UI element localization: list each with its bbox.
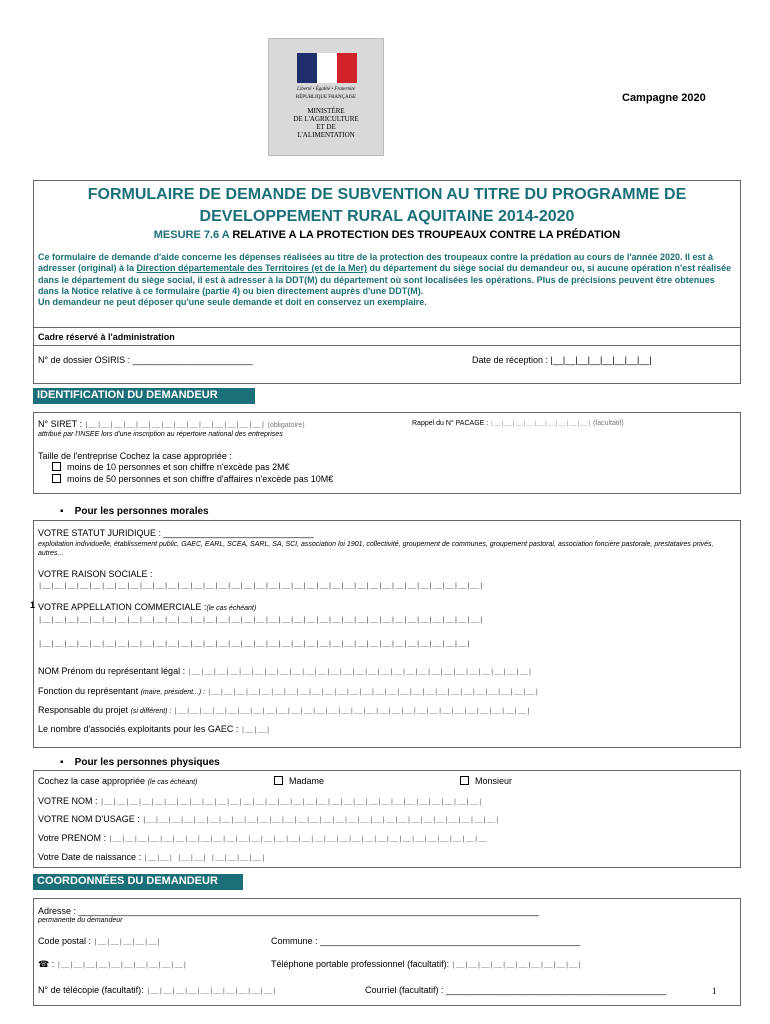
- morales-heading-text: Pour les personnes morales: [74, 506, 209, 517]
- intro-part2: du département du siège social du demandeur ou, si aucune opération n'est réalisée dans le département du siège social, il est à adresser à la DDT(M) du département où sont localisées les opérations. Plus de précisions peuvent être obtenues dans la Notice relative à ce formulaire (partie 4) ou bien directement auprès d'une DDT(M).: [38, 263, 732, 296]
- intro-part1: Ce formulaire de demande d'aide concerne les dépenses réalisées au titre de la protection des troupeaux contre la prédation au cours de l'année 2020. Il est à adresser (original) à la: [38, 252, 714, 274]
- siret-row: [38, 419, 305, 430]
- pacage-input[interactable]: |__|__|__|__|__|__|__|__|__|: [490, 420, 591, 427]
- siret-sub: attribué par l'INSEE lors d'une inscription au répertoire national des entreprises: [38, 431, 283, 438]
- page-number: 1: [712, 986, 717, 996]
- pacage-note: (facultatif): [592, 420, 624, 427]
- appellation-note: (le cas échéant): [206, 605, 257, 612]
- pacage-row: [412, 420, 624, 427]
- representant-row: [38, 666, 532, 677]
- responsable-note: (si différent) :: [130, 708, 174, 715]
- fax-row: [38, 985, 276, 996]
- size-option-10: [52, 462, 290, 472]
- admin-label: Cadre réservé à l'administration: [38, 332, 175, 342]
- cp-row: [38, 936, 161, 947]
- civilite-note: (le cas échéant): [147, 779, 198, 786]
- pacage-label: Rappel du N° PACAGE :: [412, 420, 491, 427]
- admin-divider: [33, 327, 741, 328]
- portable-label: Téléphone portable professionnel (facultatif):: [271, 959, 452, 969]
- logo-motto: Liberté • Égalité • Fraternité: [297, 87, 355, 92]
- madame-label: Madame: [289, 776, 325, 786]
- form-subtitle: [33, 229, 741, 241]
- adresse-field[interactable]: Adresse : ____________________________________________________________________________________________: [38, 906, 540, 916]
- osiris-field[interactable]: N° de dossier OSIRIS : ________________________: [38, 355, 253, 365]
- responsable-input[interactable]: |__|__|__|__|__|__|__|__|__|__|__|__|__|__|__|__|__|__|__|__|__|__|__|__|__|__|__|__|: [173, 708, 531, 716]
- size-option-50: [52, 474, 333, 484]
- nom-input[interactable]: |__|__|__|__|__|__|__|__|__|__|__|__|__|__|__|__|__|__|__|__|__|__|__|__|__|__|__|__|__|__|: [100, 799, 483, 807]
- physiques-heading-text: Pour les personnes physiques: [74, 757, 220, 768]
- reception-date-field[interactable]: Date de réception : |__|__|__|__|__|__|__|__|: [472, 355, 652, 365]
- logo-republic: RÉPUBLIQUE FRANÇAISE: [295, 95, 357, 100]
- gaec-row: [38, 724, 270, 735]
- civilite-row: [38, 776, 197, 786]
- adresse-sub: permanente du demandeur: [38, 917, 123, 924]
- representant-input[interactable]: |__|__|__|__|__|__|__|__|__|__|__|__|__|__|__|__|__|__|__|__|__|__|__|__|__|__|__|: [187, 669, 533, 677]
- raison-label: VOTRE RAISON SOCIALE :: [38, 569, 153, 579]
- logo-ministry: MINISTÈRE DE L'AGRICULTURE ET DE L'ALIMENTATION: [293, 107, 359, 139]
- form-title-line1: FORMULAIRE DE DEMANDE DE SUBVENTION AU TITRE DU PROGRAMME DE: [87, 186, 687, 203]
- usage-row: [38, 814, 499, 825]
- statut-examples: exploitation individuelle, établissement public, GAEC, EARL, SCEA, SARL, SA, SCI, association loi 1901, collectivité, groupement de communes, groupement pastoral, association foncière pastorale, prestataires privés, autres...: [38, 541, 714, 557]
- siret-input[interactable]: |__|__|__|__|__|__|__|__|__|__|__|__|__|__|: [84, 422, 266, 430]
- marianne-flag-icon: [297, 53, 357, 83]
- fax-label: N° de télécopie (facultatif):: [38, 985, 147, 995]
- admin-divider-2: [33, 345, 741, 346]
- fonction-input[interactable]: |__|__|__|__|__|__|__|__|__|__|__|__|__|__|__|__|__|__|__|__|__|__|__|__|__|__|: [207, 689, 539, 697]
- commune-field[interactable]: Commune : ____________________________________________________: [271, 936, 581, 946]
- siret-label: N° SIRET :: [38, 419, 85, 429]
- prenom-row: [38, 833, 487, 844]
- size-10-checkbox[interactable]: [52, 462, 61, 471]
- intro-single-request: Un demandeur ne peut déposer qu'une seule demande et doit en conservez un exemplaire.: [38, 297, 427, 308]
- madame-option: [274, 776, 324, 786]
- margin-number: 1: [30, 600, 36, 610]
- fonction-row: [38, 686, 539, 697]
- statut-field[interactable]: VOTRE STATUT JURIDIQUE : ______________________________: [38, 528, 314, 538]
- appellation-input-2[interactable]: |__|__|__|__|__|__|__|__|__|__|__|__|__|__|__|__|__|__|__|__|__|__|__|__|__|__|__|__|__|__|__|__|__|__|: [38, 641, 471, 649]
- size-label: Taille de l'entreprise Cochez la case appropriée :: [38, 451, 232, 461]
- morales-heading: ▪ Pour les personnes morales: [60, 506, 209, 517]
- fonction-note: (maire, président...) :: [140, 689, 208, 696]
- tel-row: [38, 959, 187, 970]
- phone-icon: ☎ :: [38, 959, 57, 969]
- civilite-label: Cochez la case appropriée: [38, 776, 148, 786]
- courriel-field[interactable]: Courriel (facultatif) : ____________________________________________: [365, 985, 667, 995]
- portable-input[interactable]: |__|__|__|__|__|__|__|__|__|__|: [451, 962, 582, 970]
- naissance-input[interactable]: |__|__| |__|__| |__|__|__|__|: [143, 855, 266, 863]
- appellation-input-1[interactable]: |__|__|__|__|__|__|__|__|__|__|__|__|__|__|__|__|__|__|__|__|__|__|__|__|__|__|__|__|__|__|__|__|__|__|__|: [38, 617, 484, 625]
- naissance-label: Votre Date de naissance :: [38, 852, 144, 862]
- cp-input[interactable]: |__|__|__|__|__|: [93, 939, 161, 947]
- fonction-label: Fonction du représentant: [38, 686, 141, 696]
- siret-note: (obligatoire): [267, 422, 305, 429]
- monsieur-label: Monsieur: [475, 776, 513, 786]
- prenom-input[interactable]: |__|__|__|__|__|__|__|__|__|__|__|__|__|__|__|__|__|__|__|__|__|__|__|__|__|__|__|__|__|__: [108, 836, 487, 844]
- representant-label: NOM Prénom du représentant légal :: [38, 666, 188, 676]
- responsable-row: [38, 705, 530, 716]
- appellation-row: [38, 602, 256, 612]
- prenom-label: Votre PRENOM :: [38, 833, 109, 843]
- section-identification: IDENTIFICATION DU DEMANDEUR: [33, 388, 255, 404]
- form-title-line2: DEVELOPPEMENT RURAL AQUITAINE 2014-2020: [199, 208, 575, 225]
- campaign-label: Campagne 2020: [622, 92, 706, 104]
- responsable-label: Responsable du projet: [38, 705, 131, 715]
- measure-code: MESURE 7.6 A: [153, 229, 230, 241]
- gaec-label: Le nombre d'associés exploitants pour les GAEC :: [38, 724, 241, 734]
- monsieur-checkbox[interactable]: [460, 776, 469, 785]
- size-50-checkbox[interactable]: [52, 474, 61, 483]
- physiques-heading: ▪ Pour les personnes physiques: [60, 757, 220, 768]
- portable-row: [271, 959, 582, 970]
- nom-label: VOTRE NOM :: [38, 796, 101, 806]
- madame-checkbox[interactable]: [274, 776, 283, 785]
- fax-input[interactable]: |__|__|__|__|__|__|__|__|__|__|: [146, 988, 277, 996]
- size-50-label: moins de 50 personnes et son chiffre d'affaires n'excède pas 10M€: [67, 474, 334, 484]
- ministry-logo: [268, 38, 384, 156]
- nom-row: [38, 796, 482, 807]
- monsieur-option: [460, 776, 512, 786]
- usage-input[interactable]: |__|__|__|__|__|__|__|__|__|__|__|__|__|__|__|__|__|__|__|__|__|__|__|__|__|__|__|__|: [142, 817, 500, 825]
- intro-text: [38, 252, 738, 308]
- cp-label: Code postal :: [38, 936, 94, 946]
- tel-input[interactable]: |__|__|__|__|__|__|__|__|__|__|: [56, 962, 187, 970]
- size-10-label: moins de 10 personnes et son chiffre n'excède pas 2M€: [67, 462, 290, 472]
- naissance-row: [38, 852, 265, 863]
- usage-label: VOTRE NOM D'USAGE :: [38, 814, 143, 824]
- raison-input[interactable]: |__|__|__|__|__|__|__|__|__|__|__|__|__|__|__|__|__|__|__|__|__|__|__|__|__|__|__|__|__|__|__|__|__|__|__|: [38, 583, 484, 591]
- ddt-link[interactable]: Direction départementale des Territoires (et de la Mer): [136, 263, 367, 274]
- measure-description: RELATIVE A LA PROTECTION DES TROUPEAUX CONTRE LA PRÉDATION: [229, 229, 621, 241]
- appellation-label: VOTRE APPELLATION COMMERCIALE :: [38, 602, 207, 612]
- section-coordonnees: COORDONNÉES DU DEMANDEUR: [33, 874, 243, 890]
- gaec-input[interactable]: |__|__|: [240, 727, 271, 735]
